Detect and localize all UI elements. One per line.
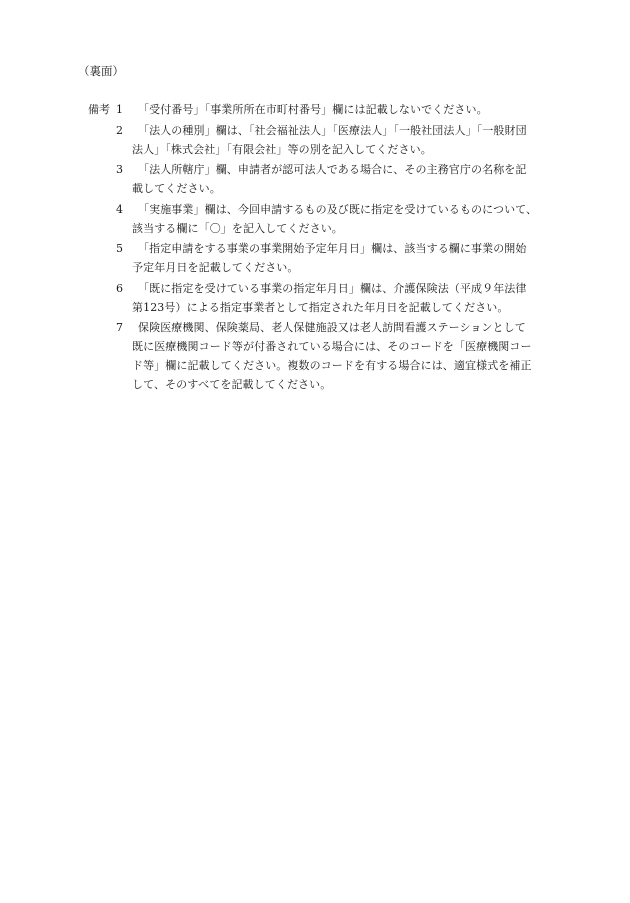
note-item-1 <box>88 100 558 119</box>
note-number: 1 <box>116 103 123 116</box>
note-line: 「受付番号」「事業所所在市町村番号」欄には記載しないでください。 <box>138 103 488 116</box>
note-line: 「法人所轄庁」欄、申請者が認可法人である場合に、その主務官庁の名称を記 <box>138 163 527 176</box>
note-line: 保険医療機関、保険薬局、老人保健施設又は老人訪問看護ステーションとして <box>138 321 526 334</box>
note-line: ド等」欄に記載してください。複数のコードを有する場合には、適宜様式を補正 <box>132 359 532 372</box>
note-item-5 <box>88 239 558 277</box>
note-item-4 <box>88 200 558 238</box>
note-number: 5 <box>116 242 123 255</box>
note-line: 載してください。 <box>132 182 221 195</box>
note-number: 2 <box>116 123 123 137</box>
note-line: 「既に指定を受けている事業の指定年月日」欄は、介護保険法（平成９年法律 <box>138 281 527 295</box>
notes-prefix-label: 備考 <box>88 103 110 116</box>
note-line: 第123号）による指定事業者として指定された年月日を記載してください。 <box>132 300 509 314</box>
note-line: 「法人の種別」欄は、「社会福祉法人」「医療法人」「一般社団法人」「一般財団 <box>138 123 527 137</box>
note-item-2 <box>88 121 558 159</box>
note-item-7 <box>88 318 558 394</box>
note-number: 3 <box>116 163 123 176</box>
note-line: 既に医療機関コード等が付番されている場合には、そのコードを「医療機関コー <box>132 340 532 353</box>
page-side-heading: （裏面） <box>78 64 124 78</box>
note-line: 予定年月日を記載してください。 <box>132 261 299 274</box>
note-text <box>138 100 558 119</box>
note-number: 4 <box>116 202 123 216</box>
note-line: 「指定申請をする事業の事業開始予定年月日」欄は、該当する欄に事業の開始 <box>138 242 527 255</box>
note-line: して、そのすべてを記載してください。 <box>132 378 332 391</box>
note-number: 7 <box>116 321 123 334</box>
note-line: 「実施事業」欄は、今回申請するもの及び既に指定を受けているものについて、 <box>138 202 538 216</box>
note-text <box>132 121 558 159</box>
note-text <box>132 318 558 394</box>
note-item-6 <box>88 279 558 317</box>
note-text <box>132 239 558 277</box>
note-text <box>132 279 558 317</box>
note-line: 法人」「株式会社」「有限会社」等の別を記入してください。 <box>132 142 432 156</box>
note-text <box>132 160 558 198</box>
note-number: 6 <box>116 281 123 295</box>
note-line: 該当する欄に「〇」を記入してください。 <box>132 221 343 235</box>
notes-list <box>88 100 558 396</box>
note-text <box>132 200 558 238</box>
note-item-3 <box>88 160 558 198</box>
